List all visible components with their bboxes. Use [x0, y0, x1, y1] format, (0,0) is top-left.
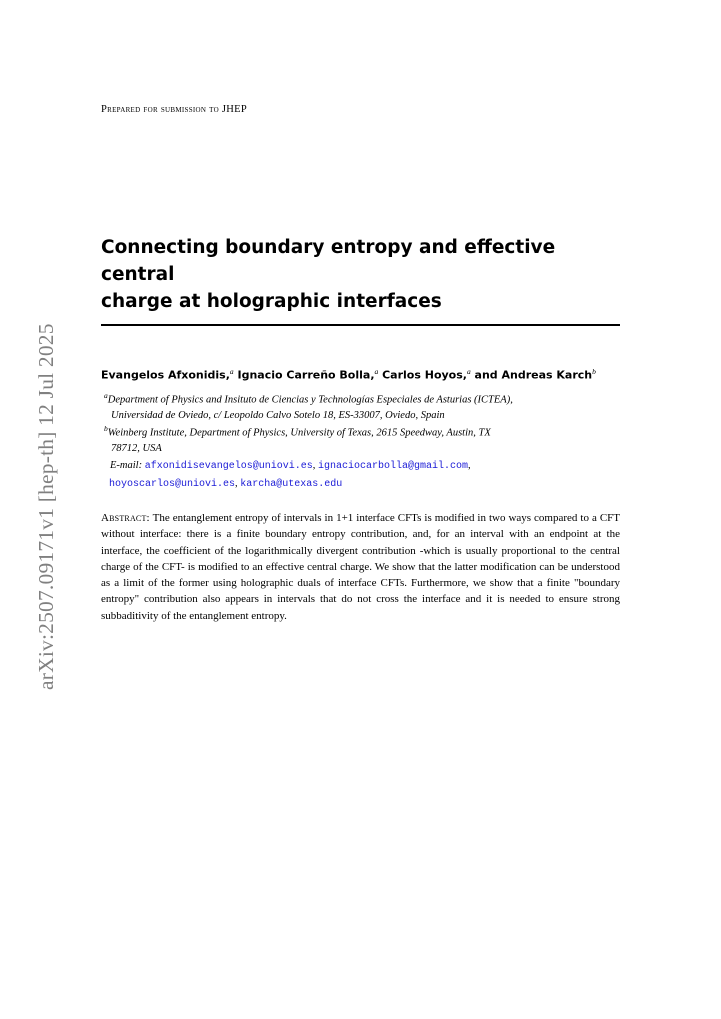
- abstract: [101, 510, 620, 624]
- author-affiliation-mark: b: [592, 367, 596, 376]
- affiliation-b: [104, 421, 620, 456]
- affiliation-line: Department of Physics and Insituto de Ciencias y Technologías Especiales de Asturias (ICTEA),: [107, 394, 513, 406]
- author-name: Ignacio Carreño Bolla,: [237, 368, 375, 382]
- author-list: [101, 367, 631, 382]
- title-line-2: charge at holographic interfaces: [101, 291, 442, 312]
- author-affiliation-mark: a: [229, 367, 234, 376]
- abstract-text: The entanglement entropy of intervals in 1+1 interface CFTs is modified in two ways compared to a CFT without interface: there is a finite boundary entropy contribution, and, for an interval with an endpoint at the interface, the coefficient of the logarithmically divergent contribution -which is usually proportional to the central charge of the CFT- is modified to an effective central charge. We show that the latter modification can be understood as a limit of the former using holographic duals of interface CFTs. Furthermore, we show that a finite "boundary entropy" contribution also appears in intervals that do not cross the interface and it is needed to ensure strong subbaditivity of the entanglement entropy.: [101, 512, 620, 622]
- arxiv-identifier-stamp: arXiv:2507.09171v1 [hep-th] 12 Jul 2025: [34, 323, 58, 690]
- email-link[interactable]: karcha@utexas.edu: [240, 479, 343, 490]
- title-line-1: Connecting boundary entropy and effective central: [101, 237, 556, 285]
- email-block: E-mail: afxonidisevangelos@uniovi.es, ignaciocarbolla@gmail.com, hoyoscarlos@uniovi.es, karcha@utexas.edu: [109, 460, 471, 490]
- email-link[interactable]: hoyoscarlos@uniovi.es: [109, 479, 236, 490]
- author-affiliation-mark: a: [374, 367, 379, 376]
- affiliation-mark: a: [104, 391, 108, 400]
- author-affiliation-mark: a: [466, 367, 471, 376]
- email-link[interactable]: afxonidisevangelos@uniovi.es: [144, 461, 313, 472]
- affiliation-mark: b: [104, 424, 108, 433]
- abstract-heading: Abstract:: [101, 512, 150, 524]
- paper-title: [101, 234, 631, 315]
- author-name: Evangelos Afxonidis,: [101, 368, 230, 382]
- affiliation-line: Weinberg Institute, Department of Physics, University of Texas, 2615 Speedway, Austin, TX: [107, 427, 491, 439]
- affiliation-a: [104, 388, 620, 423]
- affiliation-line: 78712, USA: [111, 442, 162, 454]
- author-name: and Andreas Karch: [474, 368, 593, 382]
- submission-note: Prepared for submission to JHEP: [101, 104, 248, 115]
- email-link[interactable]: ignaciocarbolla@gmail.com: [317, 461, 469, 472]
- affiliation-line: Universidad de Oviedo, c/ Leopoldo Calvo Sotelo 18, ES-33007, Oviedo, Spain: [111, 409, 445, 421]
- title-divider: [101, 324, 620, 326]
- author-name: Carlos Hoyos,: [382, 368, 467, 382]
- email-label: E-mail:: [110, 460, 143, 471]
